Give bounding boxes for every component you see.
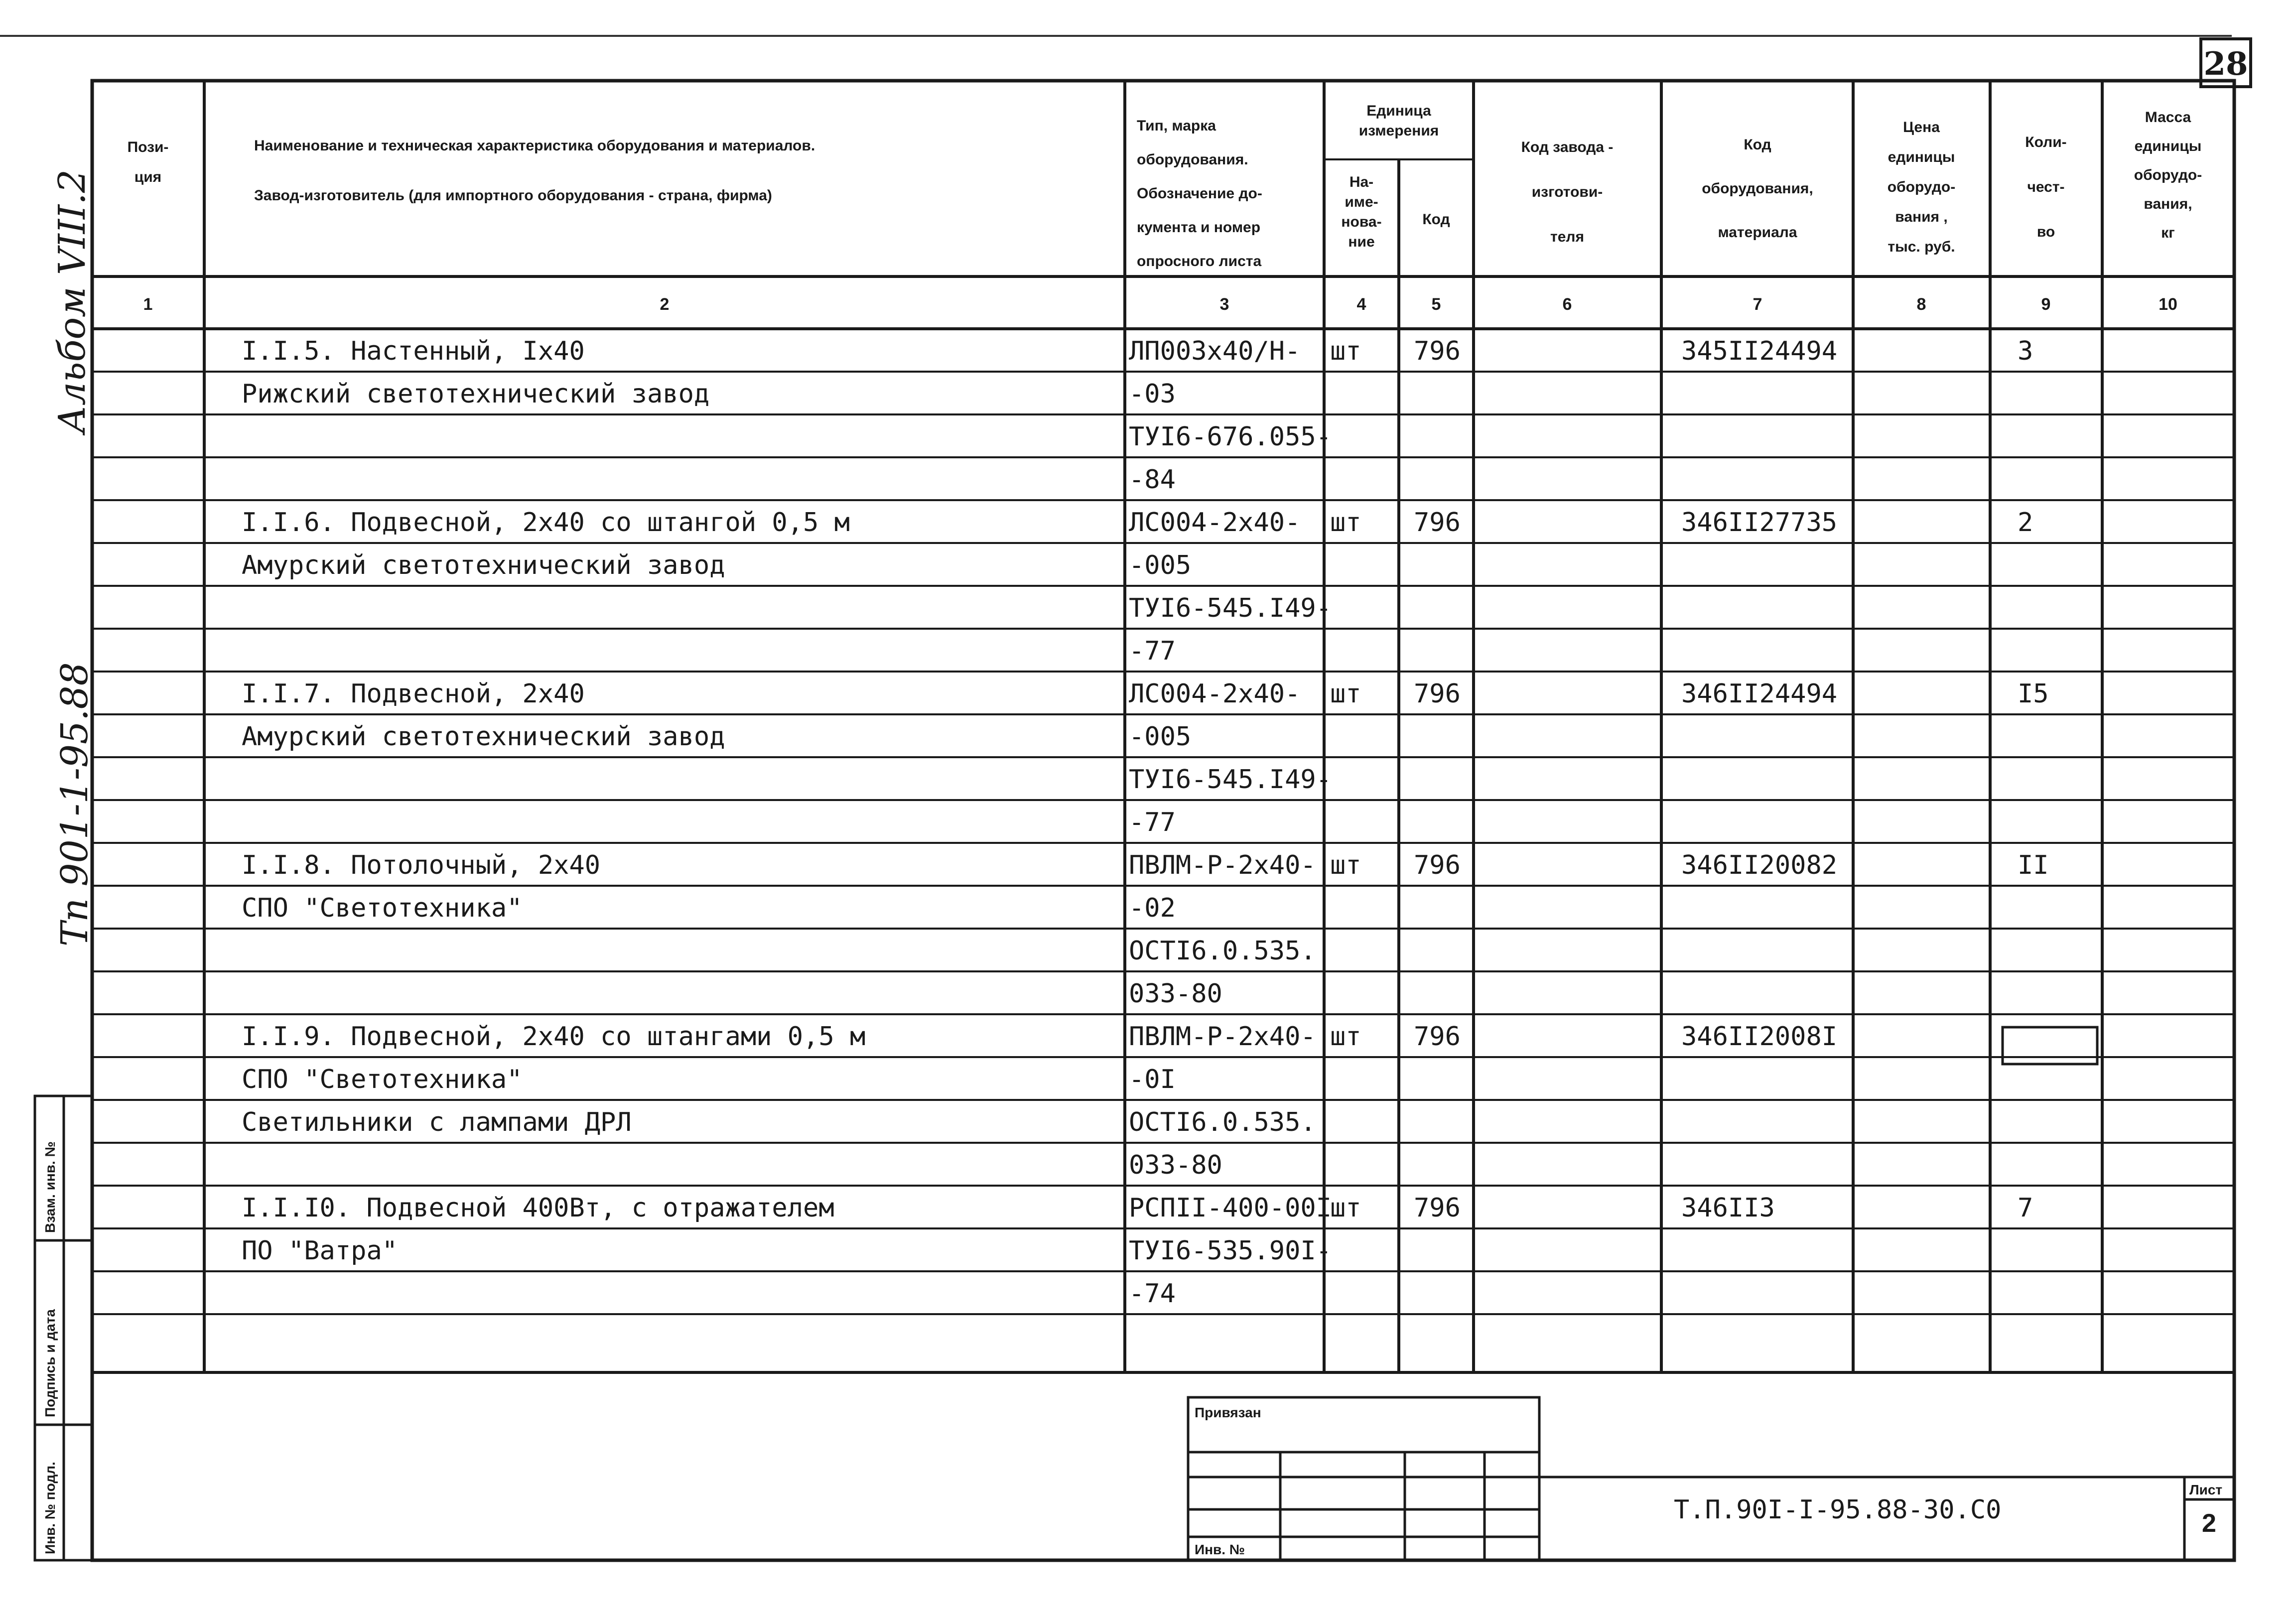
header-col10-line: кг: [2161, 225, 2175, 241]
item-unit-code: 796: [1414, 1193, 1461, 1223]
column-number: 7: [1753, 295, 1762, 314]
item-type: -0I: [1129, 1065, 1176, 1094]
item-type: ЛС004-2х40-: [1129, 679, 1301, 709]
item-type: ТУI6-676.055-: [1129, 422, 1332, 452]
header-col1-line: ция: [134, 169, 162, 185]
header-col3-line: Обозначение до-: [1137, 185, 1262, 202]
qty-empty-box: [2003, 1027, 2097, 1064]
header-col8-line: Цена: [1903, 119, 1940, 135]
header-col4-line: име-: [1345, 194, 1378, 210]
column-number: 5: [1431, 295, 1441, 314]
stamp-vzam: Взам. инв. №: [42, 1141, 58, 1233]
item-name: СПО "Светотехника": [242, 893, 523, 923]
item-name: I.I.9. Подвесной, 2х40 со штангами 0,5 м: [242, 1022, 866, 1052]
header-col2-line: Наименование и техническая характеристика оборудования и материалов.: [254, 137, 815, 154]
item-type: -77: [1129, 636, 1176, 666]
column-number-row: [143, 295, 2177, 314]
header-unit_group-line: Единица: [1366, 103, 1431, 119]
document-code: Т.П.90I-I-95.88-30.С0: [1674, 1495, 2002, 1525]
item-type: ТУI6-545.I49-: [1129, 765, 1332, 795]
header-col4-line: ние: [1348, 234, 1375, 250]
item-type: ОСТI6.0.535.: [1129, 936, 1316, 966]
item-unit: шт: [1330, 679, 1361, 709]
item-quantity: 3: [2018, 336, 2033, 366]
header-col10-line: вания,: [2144, 196, 2192, 212]
column-number: 3: [1219, 295, 1229, 314]
header-col9-line: Коли-: [2025, 134, 2067, 150]
item-type: 033-80: [1129, 979, 1222, 1009]
item-type: -02: [1129, 893, 1176, 923]
table-body: [242, 336, 2049, 1309]
item-equipment-code: 345II24494: [1681, 336, 1838, 366]
item-type: -005: [1129, 722, 1192, 752]
item-quantity: 2: [2018, 508, 2033, 538]
header-col1-line: Пози-: [127, 139, 169, 155]
stamp-podpis: Подпись и дата: [42, 1309, 58, 1417]
header-col8-line: единицы: [1888, 149, 1955, 165]
item-name: Амурский светотехнический завод: [242, 722, 725, 752]
item-type: ПВЛМ-Р-2х40-: [1129, 850, 1316, 880]
item-unit: шт: [1330, 336, 1361, 366]
header-unit_group-line: измерения: [1358, 123, 1439, 139]
column-number: 9: [2041, 295, 2051, 314]
item-type: 033-80: [1129, 1150, 1222, 1180]
item-equipment-code: 346II3: [1681, 1193, 1775, 1223]
column-number: 8: [1916, 295, 1926, 314]
header-col7-line: Код: [1744, 136, 1771, 153]
item-type: ЛП003х40/Н-: [1129, 336, 1301, 366]
header-col8-line: вания ,: [1895, 209, 1948, 225]
column-number: 2: [660, 295, 670, 314]
privyazan-label: Привязан: [1195, 1405, 1261, 1420]
header-col7-line: материала: [1718, 224, 1797, 241]
column-number: 10: [2159, 295, 2177, 314]
project-label: Тп 901-1-95.88: [53, 662, 96, 946]
item-unit-code: 796: [1414, 679, 1461, 709]
header-col3-line: Тип, марка: [1137, 118, 1216, 134]
item-quantity: II: [2018, 850, 2049, 880]
header-col9-line: чест-: [2027, 179, 2065, 195]
item-name: I.I.8. Потолочный, 2х40: [242, 850, 601, 880]
item-equipment-code: 346II27735: [1681, 508, 1838, 538]
header-col8-line: тыс. руб.: [1888, 239, 1955, 255]
item-type: ТУI6-545.I49-: [1129, 593, 1332, 623]
header-col6-line: теля: [1550, 229, 1584, 245]
header-col6-line: Код завода -: [1521, 139, 1614, 155]
item-type: -77: [1129, 808, 1176, 837]
item-name: Светильники с лампами ДРЛ: [242, 1107, 632, 1137]
item-type: РСПII-400-00I: [1129, 1193, 1332, 1223]
sheet-label: Лист: [2189, 1482, 2223, 1497]
item-equipment-code: 346II2008I: [1681, 1022, 1838, 1052]
item-type: -84: [1129, 465, 1176, 495]
header-col9-line: во: [2036, 224, 2055, 240]
item-type: -03: [1129, 379, 1176, 409]
header-col7-line: оборудования,: [1702, 180, 1813, 197]
table-header: [128, 103, 2202, 270]
item-unit: шт: [1330, 508, 1361, 538]
item-name: I.I.7. Подвесной, 2х40: [242, 679, 585, 709]
column-number: 4: [1356, 295, 1366, 314]
item-name: I.I.5. Настенный, Iх40: [242, 336, 585, 366]
item-name: Рижский светотехнический завод: [242, 379, 710, 409]
header-col4-line: На-: [1349, 174, 1374, 190]
item-equipment-code: 346II24494: [1681, 679, 1838, 709]
item-name: ПО "Ватра": [242, 1236, 398, 1266]
header-col8-line: оборудо-: [1887, 179, 1956, 195]
item-unit-code: 796: [1414, 508, 1461, 538]
header-col10-line: оборудо-: [2134, 167, 2202, 183]
item-equipment-code: 346II20082: [1681, 850, 1838, 880]
item-unit-code: 796: [1414, 1022, 1461, 1052]
item-unit-code: 796: [1414, 850, 1461, 880]
title-block: [1188, 1397, 2234, 1560]
item-type: ОСТI6.0.535.: [1129, 1107, 1316, 1137]
item-type: -005: [1129, 550, 1192, 580]
album-label: Альбом VIII.2: [51, 169, 94, 433]
column-number: 1: [143, 295, 153, 314]
item-unit: шт: [1330, 850, 1361, 880]
item-name: Амурский светотехнический завод: [242, 550, 725, 580]
header-col10-line: единицы: [2134, 138, 2202, 154]
header-col3-line: оборудования.: [1137, 151, 1248, 168]
item-type: ПВЛМ-Р-2х40-: [1129, 1022, 1316, 1052]
header-col4-line: нова-: [1341, 214, 1382, 230]
header-col2-line: Завод-изготовитель (для импортного оборудования - страна, фирма): [254, 187, 772, 204]
sheet-number-top: 28: [2203, 45, 2248, 83]
header-col6-line: изготови-: [1531, 184, 1603, 200]
item-quantity: 7: [2018, 1193, 2033, 1223]
stamp-inv-podl: Инв. № подл.: [42, 1462, 58, 1554]
sheet-value: 2: [2202, 1509, 2216, 1538]
column-number: 6: [1562, 295, 1572, 314]
item-type: ТУI6-535.90I-: [1129, 1236, 1332, 1266]
item-name: I.I.6. Подвесной, 2х40 со штангой 0,5 м: [242, 508, 850, 538]
item-quantity: I5: [2018, 679, 2049, 709]
item-type: ЛС004-2х40-: [1129, 508, 1301, 538]
inv-no-label: Инв. №: [1195, 1542, 1245, 1557]
header-col5-line: Код: [1422, 211, 1450, 228]
item-name: СПО "Светотехника": [242, 1065, 523, 1094]
item-unit: шт: [1330, 1193, 1361, 1223]
item-unit-code: 796: [1414, 336, 1461, 366]
item-name: I.I.I0. Подвесной 400Вт, с отражателем: [242, 1193, 834, 1223]
header-col3-line: опросного листа: [1137, 253, 1262, 270]
header-col10-line: Масса: [2145, 109, 2191, 126]
item-unit: шт: [1330, 1022, 1361, 1052]
item-type: -74: [1129, 1279, 1176, 1309]
header-col3-line: кумента и номер: [1137, 219, 1261, 236]
